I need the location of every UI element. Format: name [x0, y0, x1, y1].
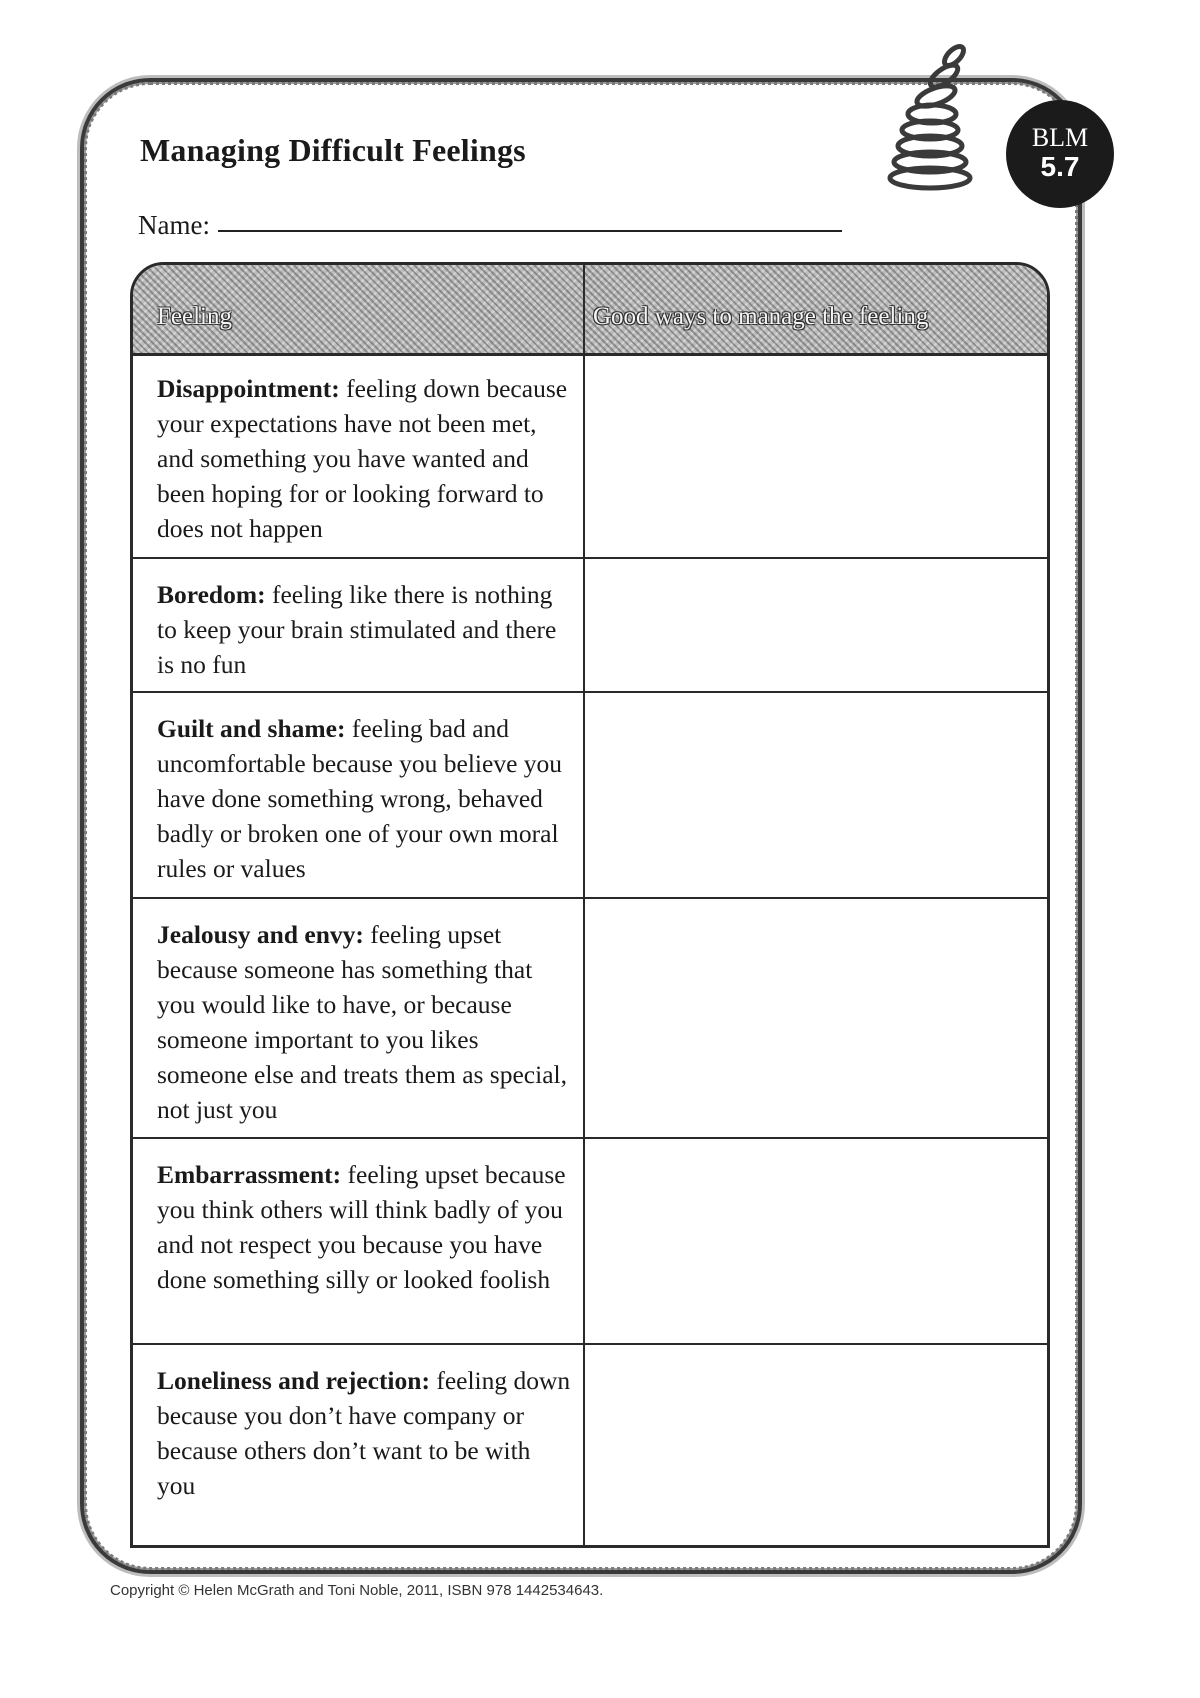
- feeling-definition: feeling down because your expectations have not been met, and something you have wanted and been hoping for or looking forward to does not happen: [157, 374, 568, 543]
- table-row: [133, 1139, 1047, 1345]
- feeling-term: Disappointment:: [157, 374, 340, 403]
- worksheet-title: Managing Difficult Feelings: [140, 132, 526, 168]
- answer-cell[interactable]: [585, 353, 1047, 557]
- answer-cell[interactable]: [585, 1345, 1047, 1545]
- feelings-table: [130, 262, 1050, 1548]
- feeling-term: Jealousy and envy:: [157, 920, 364, 949]
- feeling-term: Boredom:: [157, 580, 266, 609]
- table-header: [133, 265, 1047, 356]
- blm-badge: [1006, 100, 1114, 208]
- badge-label: BLM: [1031, 122, 1089, 152]
- spring-icon: [880, 18, 990, 198]
- badge-number: 5.7: [1040, 150, 1080, 182]
- copyright-text: Copyright © Helen McGrath and Toni Noble, 2011, ISBN 978 1442534643.: [110, 1582, 604, 1599]
- header-good-ways: Good ways to manage the feeling: [593, 303, 929, 330]
- feeling-cell: [157, 577, 573, 682]
- header-feeling: Feeling: [157, 303, 232, 330]
- feeling-definition: feeling like there is nothing to keep your brain stimulated and there is no fun: [157, 580, 557, 679]
- feeling-cell: [157, 711, 573, 886]
- name-field[interactable]: [218, 230, 842, 232]
- feeling-definition: feeling upset because you think others will think badly of you and not respect you because you have done something silly or looked foolish: [157, 1160, 566, 1294]
- feeling-term: Loneliness and rejection:: [157, 1366, 430, 1395]
- table-row: [133, 1345, 1047, 1545]
- table-row: [133, 899, 1047, 1139]
- answer-cell[interactable]: [585, 693, 1047, 897]
- feeling-cell: [157, 1363, 573, 1503]
- feeling-definition: feeling bad and uncomfortable because you believe you have done something wrong, behaved badly or broken one of your own moral rules or values: [157, 714, 563, 883]
- name-label: Name:: [138, 210, 210, 240]
- feeling-cell: [157, 917, 573, 1127]
- feeling-term: Embarrassment:: [157, 1160, 342, 1189]
- answer-cell[interactable]: [585, 899, 1047, 1137]
- table-row: [133, 559, 1047, 693]
- answer-cell[interactable]: [585, 559, 1047, 691]
- feeling-definition: feeling down because you don’t have company or because others don’t want to be with you: [157, 1366, 571, 1500]
- feeling-term: Guilt and shame:: [157, 714, 346, 743]
- answer-cell[interactable]: [585, 1139, 1047, 1343]
- feeling-cell: [157, 1157, 573, 1297]
- table-row: [133, 353, 1047, 559]
- table-row: [133, 693, 1047, 899]
- feeling-definition: feeling upset because someone has something that you would like to have, or because someone important to you likes someone else and treats them as special, not just you: [157, 920, 567, 1124]
- feeling-cell: [157, 371, 573, 546]
